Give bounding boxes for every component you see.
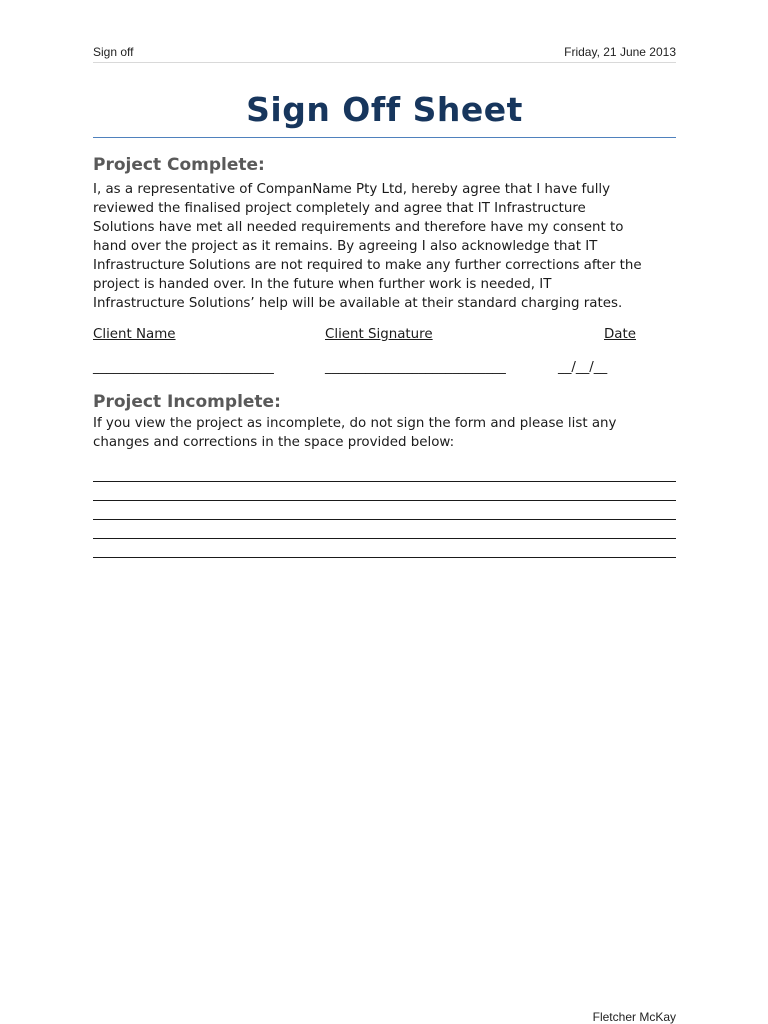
paragraph-line: If you view the project as incomplete, do not sign the form and please list any — [93, 416, 617, 431]
corrections-line[interactable] — [93, 519, 676, 520]
date-field[interactable]: __/__/__ — [558, 360, 608, 375]
paragraph-line: project is handed over. In the future when further work is needed, IT — [93, 277, 552, 292]
title-divider — [93, 137, 676, 138]
client-name-field[interactable]: ___________________________ — [93, 360, 274, 375]
paragraph-line: Infrastructure Solutions are not required to make any further corrections after the — [93, 258, 642, 273]
footer-author: Fletcher McKay — [592, 1010, 676, 1024]
page-header — [93, 45, 676, 62]
project-incomplete-heading: Project Incomplete: — [93, 392, 281, 412]
paragraph-line: reviewed the finalised project completely and agree that IT Infrastructure — [93, 201, 586, 216]
client-name-label: Client Name — [93, 327, 176, 342]
project-complete-paragraph — [93, 180, 683, 313]
paragraph-line: hand over the project as it remains. By agreeing I also acknowledge that IT — [93, 239, 598, 254]
corrections-line[interactable] — [93, 538, 676, 539]
paragraph-line: Infrastructure Solutions’ help will be available at their standard charging rates. — [93, 296, 623, 311]
corrections-line[interactable] — [93, 557, 676, 558]
paragraph-line: I, as a representative of CompanName Pty Ltd, hereby agree that I have fully — [93, 182, 611, 197]
client-signature-label: Client Signature — [325, 327, 433, 342]
client-signature-field[interactable]: ___________________________ — [325, 360, 506, 375]
project-incomplete-paragraph — [93, 414, 683, 452]
corrections-line[interactable] — [93, 481, 676, 482]
header-left-text: Sign off — [93, 45, 134, 59]
paragraph-line: Solutions have met all needed requirements and therefore have my consent to — [93, 220, 624, 235]
document-page — [93, 0, 676, 1024]
header-date: Friday, 21 June 2013 — [564, 45, 676, 59]
corrections-line[interactable] — [93, 500, 676, 501]
paragraph-line: changes and corrections in the space provided below: — [93, 435, 455, 450]
date-label: Date — [604, 327, 637, 342]
header-divider — [93, 62, 676, 63]
page-title: Sign Off Sheet — [246, 90, 523, 129]
project-complete-heading: Project Complete: — [93, 155, 265, 175]
